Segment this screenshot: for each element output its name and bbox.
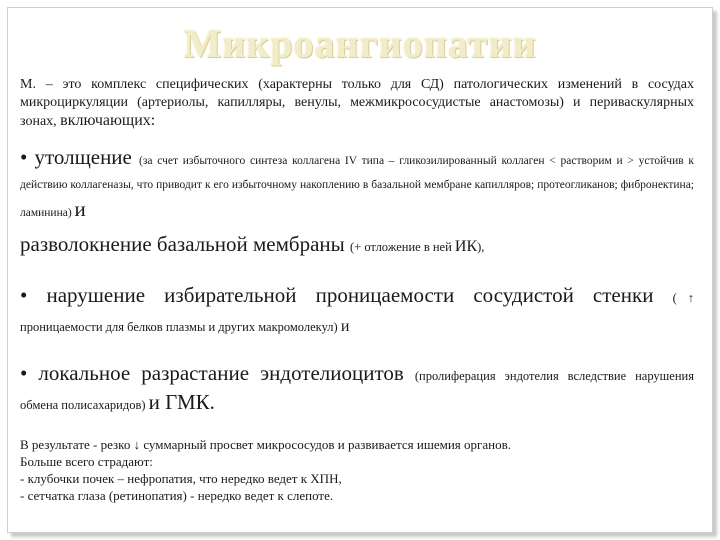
bullet-permeability: [20, 282, 694, 340]
bullet-thickening: [20, 145, 694, 260]
bullet-delamination-ik: ИК: [454, 238, 478, 255]
result-block: [20, 436, 694, 504]
intro-end-text: включающих:: [60, 112, 156, 129]
intro-main-text: М. – это комплекс специфических (характерны только для СД) патологических изменений в сосудах микроциркуляции (артериолы, капилляры, венулы, межмикрососудистые анастомозы) и периваскулярных зонах,: [20, 77, 694, 129]
bullet-thickening-and: и: [74, 197, 86, 221]
result-line-1: В результате - резко ↓ суммарный просвет микрососудов и развивается ишемия органов.: [20, 437, 511, 452]
bullet-thickening-head: • утолщение: [20, 145, 139, 169]
bullet-thickening-detail: (за счет избыточного синтеза коллагена IV типа – гликозилированный коллаген < растворим и > устойчив к действию коллагеназы, что приводит к его избыточному накоплению в базальной мембране капилляров; протеогликанов; фибронектина; ламинина): [20, 155, 694, 219]
bullet-proliferation-tail: и ГМК.: [148, 390, 215, 414]
bullet-proliferation-detail: (пролиферация эндотелия вследствие нарушения обмена полисахаридов): [20, 369, 694, 412]
bullet-proliferation: [20, 360, 694, 418]
bullet-delamination-head: разволокнение базальной мембраны: [20, 232, 350, 256]
result-line-4: - сетчатка глаза (ретинопатия) - нередко ведет к слепоте.: [20, 488, 334, 503]
bullet-delamination-close: ),: [477, 240, 485, 254]
bullet-permeability-head: • нарушение избирательной проницаемости сосудистой стенки: [20, 283, 673, 307]
bullet-proliferation-head: • локальное разрастание эндотелиоцитов: [20, 361, 415, 385]
bullet-permeability-and: и: [340, 318, 350, 335]
slide-content: [20, 76, 694, 504]
bullet-delamination-detail: (+ отложение в ней: [350, 240, 455, 254]
bullet-permeability-detail: ( ↑ проницаемости для белков плазмы и других макромолекул): [20, 291, 694, 334]
result-line-2: Больше всего страдают:: [20, 454, 153, 469]
result-line-3: - клубочки почек – нефропатия, что нередко ведет к ХПН,: [20, 471, 342, 486]
intro-paragraph: [20, 76, 694, 131]
slide-title: Микроангиопатии: [183, 21, 537, 66]
bullet-delamination: [20, 231, 694, 260]
bullet-thickening-paragraph: [20, 145, 694, 225]
